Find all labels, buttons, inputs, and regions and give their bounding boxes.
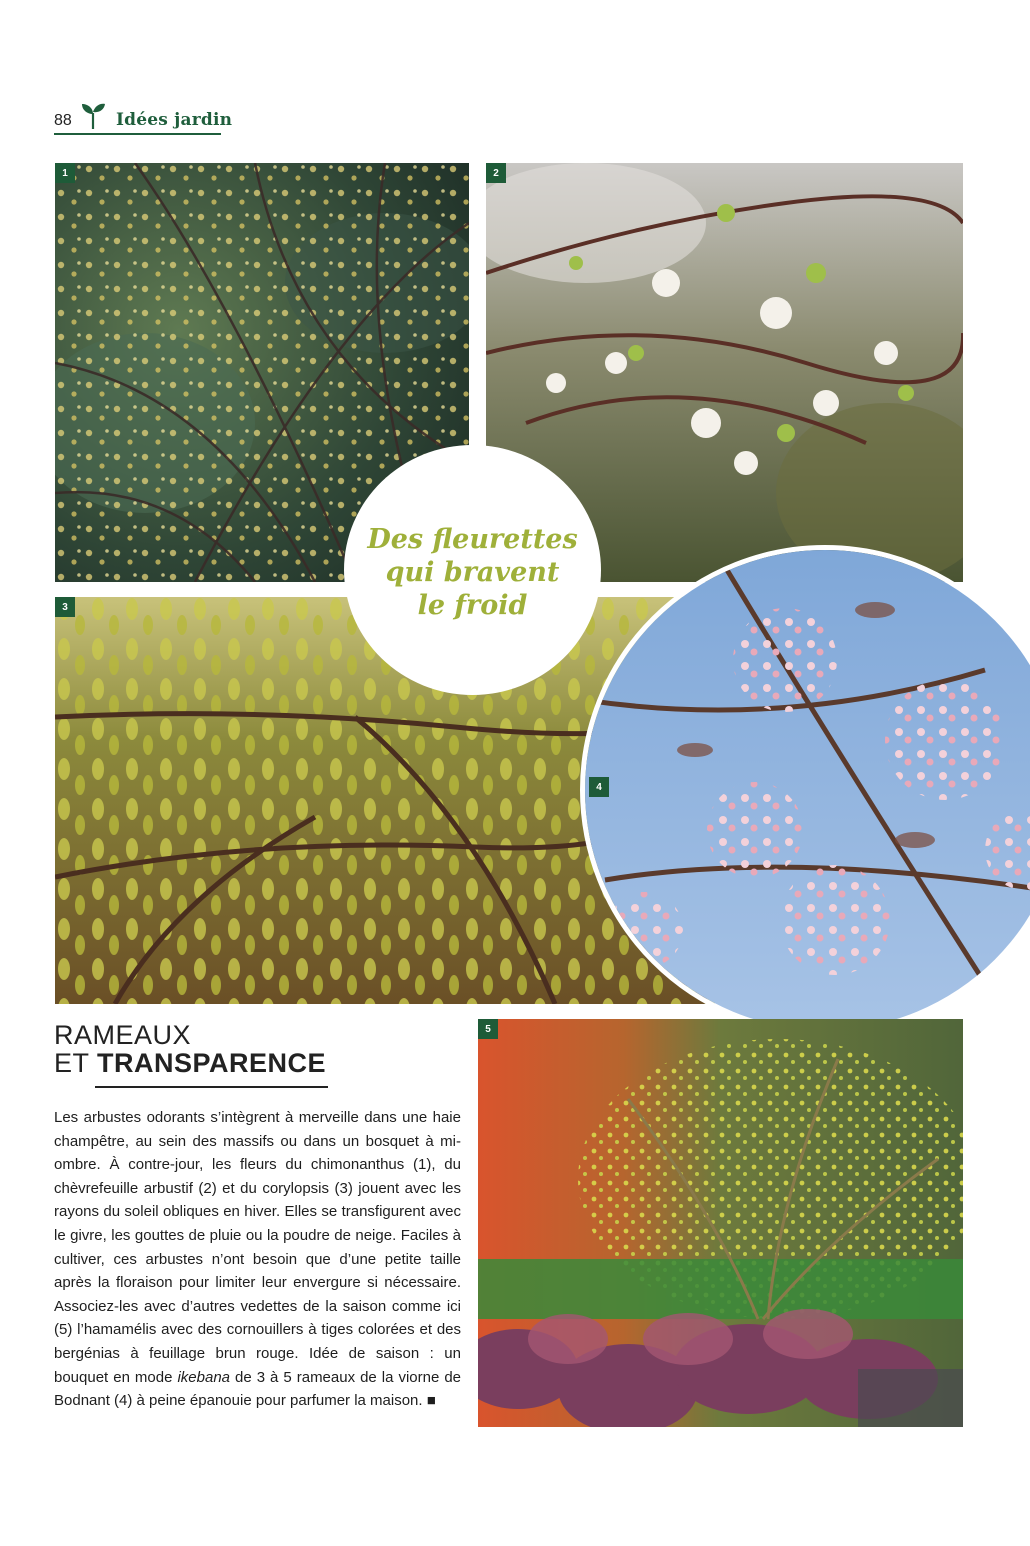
article-heading-line1: RAMEAUX	[54, 1020, 192, 1050]
heading-prefix: ET	[54, 1048, 98, 1078]
article-heading-line2	[54, 1048, 326, 1079]
sprout-icon	[80, 100, 106, 130]
header-rule	[54, 133, 221, 135]
heading-bold: TRANSPARENCE	[97, 1048, 327, 1078]
page-number: 88	[54, 112, 72, 129]
article-body	[54, 1106, 461, 1413]
photo-badge: 4	[589, 777, 609, 797]
body-part1: Les arbustes odorants s’intègrent à merveille dans une haie champêtre, au sein des massifs ou dans un bosquet à mi-ombre. À contre-jour, les fleurs du chimonanthus (1), du chèvrefeuille arbustif (2) et du corylopsis (3) jouent avec les rayons du soleil obliques en hiver. Elles se transfigurent avec le givre, les gouttes de pluie ou la poudre de neige. Faciles à cultiver, ces arbustes n’ont besoin que d’une petite taille après la floraison pour limiter leur envergure si nécessaire. Associez-les avec d’autres vedettes de la saison comme ici (5) l’hamamélis avec des cornouillers à tiges colorées et des bergénias à feuillage brun rouge. Idée de saison : un bouquet en mode	[54, 1109, 461, 1386]
body-part2: de 3 à 5 rameaux de la viorne de Bodnant (4) à peine épanouie pour parfumer la maison. ■	[54, 1368, 461, 1410]
photo-witch-hazel	[478, 1019, 963, 1427]
feature-title-circle	[344, 445, 601, 695]
photo-badge: 5	[478, 1019, 498, 1039]
heading-rule	[95, 1086, 328, 1088]
feature-title: Des fleurettes qui bravent le froid	[367, 524, 578, 621]
photo-badge: 1	[55, 163, 75, 183]
section-title: Idées jardin	[116, 110, 233, 130]
photo-badge: 3	[55, 597, 75, 617]
body-italic: ikebana	[177, 1368, 230, 1386]
photo-badge: 2	[486, 163, 506, 183]
